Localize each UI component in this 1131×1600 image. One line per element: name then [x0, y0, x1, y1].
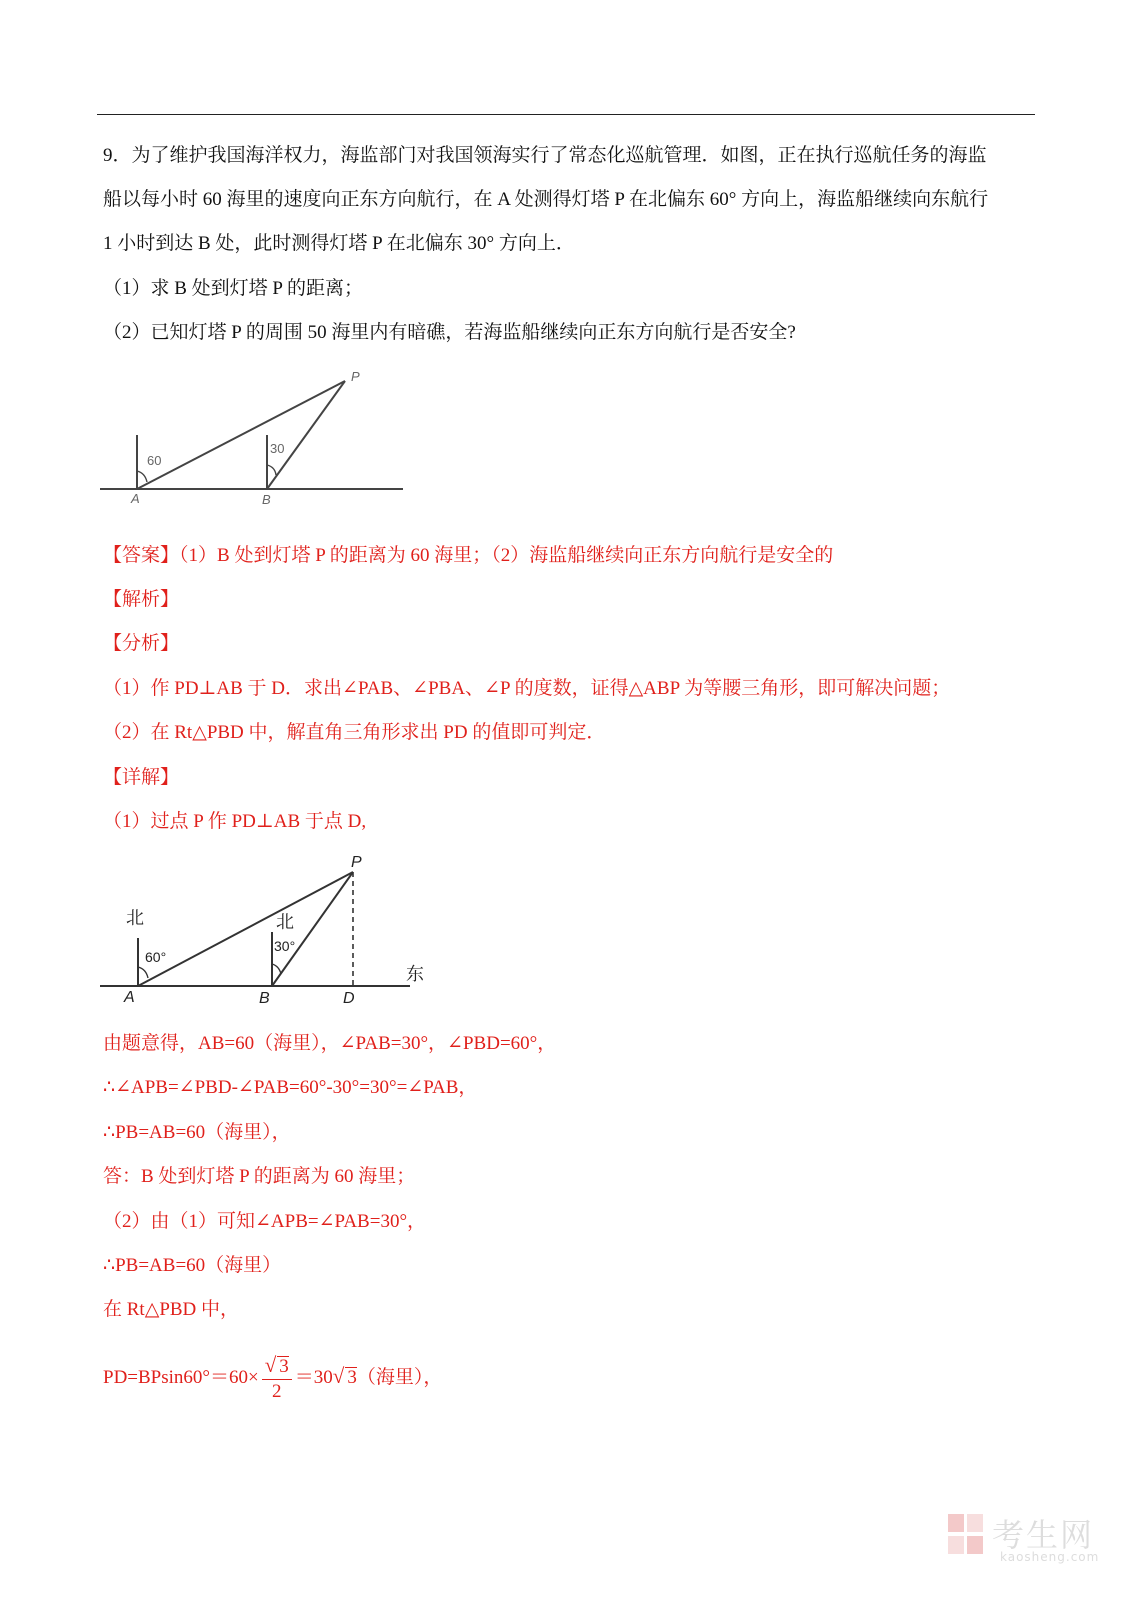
answer-text: （1）B 处到灯塔 P 的距离为 60 海里；（2）海监船继续向正东方向航行是安全的 [179, 545, 834, 566]
sqrt-symbol-icon: √ [264, 1353, 277, 1378]
solution-line-4: 答：B 处到灯塔 P 的距离为 60 海里； [103, 1166, 416, 1187]
solution-line-7: 在 Rt△PBD 中， [103, 1299, 240, 1320]
east-label: 东 [406, 964, 424, 984]
header-rule [97, 114, 1035, 115]
angle-label-a: 60° [145, 949, 167, 965]
watermark-text: 考生网 [992, 1516, 1095, 1554]
point-label-p: P [351, 854, 362, 871]
formula-left: PD=BPsin60°＝60× [103, 1367, 259, 1388]
angle-arc-a [138, 967, 148, 978]
question-line-1: 9．为了维护我国海洋权力，海监部门对我国领海实行了常态化巡航管理．如图，正在执行巡航任务的海监 [103, 145, 987, 166]
north-label-b: 北 [276, 912, 294, 932]
point-label-a: A [124, 989, 135, 1006]
solution-line-1: 由题意得，AB=60（海里），∠PAB=30°，∠PBD=60°， [103, 1033, 557, 1054]
figure-1-diagram [95, 365, 415, 515]
detail-step-1: （1）过点 P 作 PD⊥AB 于点 D, [103, 811, 367, 832]
north-label-a: 北 [126, 908, 144, 928]
question-line-2: 船以每小时 60 海里的速度向正东方向航行，在 A 处测得灯塔 P 在北偏东 60° 方向上，海监船继续向东航行 [103, 189, 989, 210]
formula-mid: ＝30 [294, 1367, 333, 1388]
watermark-logo-icon [946, 1512, 986, 1558]
angle-label-b: 30 [270, 441, 285, 456]
fraction [262, 1353, 292, 1404]
sqrt-symbol-icon: √ [332, 1364, 345, 1388]
radicand-1: 3 [279, 1356, 289, 1378]
watermark-url: kaosheng.com [1000, 1550, 1100, 1564]
line-ap [138, 872, 353, 986]
angle-label-b: 30° [274, 938, 296, 954]
solution-line-6: ∴PB=AB=60（海里） [103, 1255, 282, 1276]
line-ap [137, 381, 345, 489]
solution-formula [103, 1348, 442, 1406]
solution-line-3: ∴PB=AB=60（海里）， [103, 1122, 291, 1143]
question-part-1: （1）求 B 处到灯塔 P 的距离； [103, 278, 364, 299]
angle-arc-b [267, 465, 276, 475]
answer-line [103, 544, 833, 568]
figure-2-diagram [95, 848, 445, 1018]
answer-heading: 【答案】 [103, 545, 180, 566]
line-bp [267, 381, 345, 489]
radicand-2: 3 [347, 1367, 357, 1388]
point-label-b: B [259, 990, 270, 1007]
point-label-a: A [131, 491, 140, 506]
fraction-denominator: 2 [272, 1381, 282, 1403]
angle-arc-a [137, 471, 147, 482]
fenxi-heading: 【分析】 [103, 633, 180, 654]
point-label-d: D [343, 990, 355, 1007]
question-line-3: 1 小时到达 B 处，此时测得灯塔 P 在北偏东 30° 方向上． [103, 233, 575, 254]
analysis-heading: 【解析】 [103, 589, 180, 610]
point-label-p: P [351, 369, 360, 384]
fraction-numerator [262, 1353, 292, 1380]
question-part-2: （2）已知灯塔 P 的周围 50 海里内有暗礁，若海监船继续向正东方向航行是否安全? [103, 322, 796, 343]
angle-arc-b [272, 964, 281, 974]
formula-tail: （海里）， [356, 1367, 443, 1388]
detail-heading: 【详解】 [103, 767, 180, 788]
solution-line-2: ∴∠APB=∠PBD-∠PAB=60°-30°=30°=∠PAB， [103, 1077, 478, 1098]
angle-label-a: 60 [147, 453, 162, 468]
point-label-b: B [262, 492, 271, 507]
fenxi-step-2: （2）在 Rt△PBD 中，解直角三角形求出 PD 的值即可判定． [103, 722, 606, 743]
fenxi-step-1: （1）作 PD⊥AB 于 D．求出∠PAB、∠PBA、∠P 的度数，证得△ABP 为等腰三角形，即可解决问题； [103, 678, 951, 699]
solution-line-5: （2）由（1）可知∠APB=∠PAB=30°， [103, 1211, 427, 1232]
